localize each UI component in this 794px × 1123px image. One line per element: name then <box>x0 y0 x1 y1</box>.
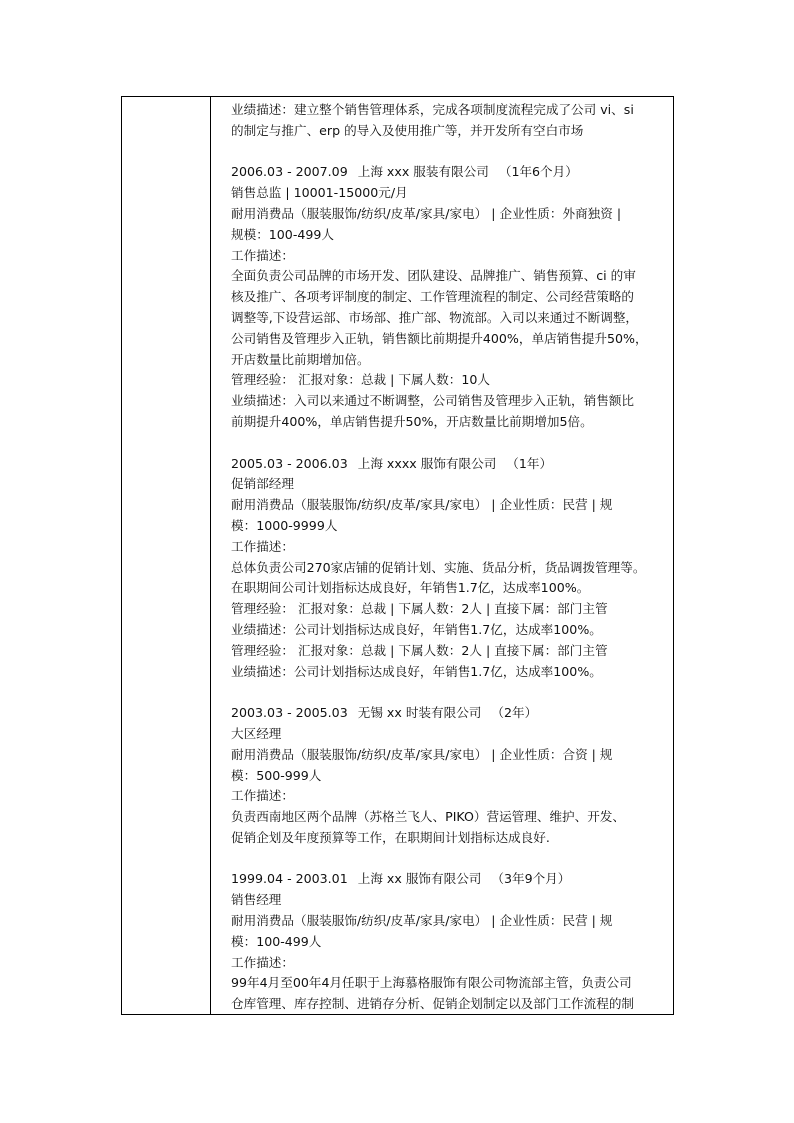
spacer <box>231 682 673 703</box>
text-line: 销售经理 <box>231 892 282 908</box>
text-line: 促销企划及年度预算等工作，在职期间计划指标达成良好. <box>231 829 550 845</box>
text-line: 全面负责公司品牌的市场开发、团队建设、品牌推广、销售预算、ci 的审 <box>231 268 636 284</box>
text-line: 业绩描述：入司以来通过不断调整，公司销售及管理步入正轨，销售额比 <box>231 393 634 409</box>
text-line: 开店数量比前期增加倍。 <box>231 351 370 367</box>
job-header <box>231 703 673 724</box>
spacer <box>231 142 673 163</box>
job-header <box>231 454 673 475</box>
job-header <box>231 869 673 890</box>
job-entry-3 <box>231 703 673 849</box>
job-period: 2006.03 - 2007.09 <box>231 164 348 180</box>
job-period: 2003.03 - 2005.03 <box>231 705 348 721</box>
text-line: 销售总监 | 10001-15000元/月 <box>231 185 408 201</box>
text-line: 前期提升400%，单店销售提升50%，开店数量比前期增加5倍。 <box>231 413 593 429</box>
text-line: 管理经验： 汇报对象：总裁 | 下属人数：2人 | 直接下属：部门主管 <box>231 601 608 617</box>
text-line: 仓库管理、库存控制、进销存分析、促销企划制定以及部门工作流程的制 <box>231 996 634 1012</box>
job-company: 上海 xx 服饰有限公司 <box>357 871 482 887</box>
job-entry-4 <box>231 869 673 1014</box>
text-line: 促销部经理 <box>231 476 294 492</box>
text-line: 耐用消费品（服装服饰/纺织/皮革/家具/家电） | 企业性质：民营 | 规 <box>231 497 613 513</box>
work-experience-cell <box>231 100 673 1014</box>
text-line: 规模：100-499人 <box>231 226 334 242</box>
text-line: 耐用消费品（服装服饰/纺织/皮革/家具/家电） | 企业性质：合资 | 规 <box>231 746 613 762</box>
text-line: 工作描述： <box>231 247 294 263</box>
text-line: 工作描述： <box>231 538 294 554</box>
job-entry-2 <box>231 454 673 683</box>
text-line: 99年4月至00年4月任职于上海慕格服饰有限公司物流部主管，负责公司 <box>231 975 632 991</box>
text-line: 模：500-999人 <box>231 767 322 783</box>
text-line: 核及推广、各项考评制度的制定、工作管理流程的制定、公司经营策略的 <box>231 289 634 305</box>
text-line: 工作描述： <box>231 954 294 970</box>
job-company: 上海 xxx 服装有限公司 <box>357 164 489 180</box>
spacer <box>231 849 673 870</box>
column-divider <box>210 97 211 1014</box>
resume-table <box>121 96 674 1015</box>
text-line: 管理经验： 汇报对象：总裁 | 下属人数：2人 | 直接下属：部门主管 <box>231 642 608 658</box>
text-line: 管理经验： 汇报对象：总裁 | 下属人数：10人 <box>231 372 490 388</box>
text-line: 模：1000-9999人 <box>231 517 338 533</box>
text-line: 耐用消费品（服装服饰/纺织/皮革/家具/家电） | 企业性质：民营 | 规 <box>231 913 613 929</box>
text-line: 业绩描述：公司计划指标达成良好，年销售1.7亿，达成率100%。 <box>231 621 602 637</box>
text-line: 业绩描述：建立整个销售管理体系，完成各项制度流程完成了公司 vi、si <box>231 102 634 117</box>
text-line: 的制定与推广、erp 的导入及使用推广等，并开发所有空白市场 <box>231 122 584 138</box>
text-line: 在职期间公司计划指标达成良好，年销售1.7亿，达成率100%。 <box>231 580 590 596</box>
text-line: 耐用消费品（服装服饰/纺织/皮革/家具/家电） | 企业性质：外商独资 | <box>231 205 622 221</box>
job-entry-1 <box>231 162 673 432</box>
job-duration: （1年6个月） <box>498 164 578 180</box>
text-line: 业绩描述：公司计划指标达成良好，年销售1.7亿，达成率100%。 <box>231 663 602 679</box>
text-line: 负责西南地区两个品牌（苏格兰飞人、PIKO）营运管理、维护、开发、 <box>231 809 626 825</box>
job-header <box>231 162 673 183</box>
job-duration: （2年） <box>491 705 538 721</box>
job-period: 1999.04 - 2003.01 <box>231 871 348 887</box>
text-line: 模：100-499人 <box>231 933 322 949</box>
performance-block <box>231 100 673 142</box>
spacer <box>231 433 673 454</box>
job-company: 上海 xxxx 服饰有限公司 <box>357 455 497 471</box>
job-period: 2005.03 - 2006.03 <box>231 455 348 471</box>
job-duration: （1年） <box>506 455 553 471</box>
text-line: 调整等,下设营运部、市场部、推广部、物流部。入司以来通过不断调整， <box>231 309 639 325</box>
text-line: 工作描述： <box>231 788 294 804</box>
text-line: 公司销售及管理步入正轨，销售额比前期提升400%，单店销售提升50%， <box>231 330 648 346</box>
job-duration: （3年9个月） <box>491 871 571 887</box>
text-line: 总体负责公司270家店铺的促销计划、实施、货品分析，货品调拨管理等。 <box>231 559 646 575</box>
text-line: 大区经理 <box>231 725 282 741</box>
job-company: 无锡 xx 时装有限公司 <box>357 705 482 721</box>
